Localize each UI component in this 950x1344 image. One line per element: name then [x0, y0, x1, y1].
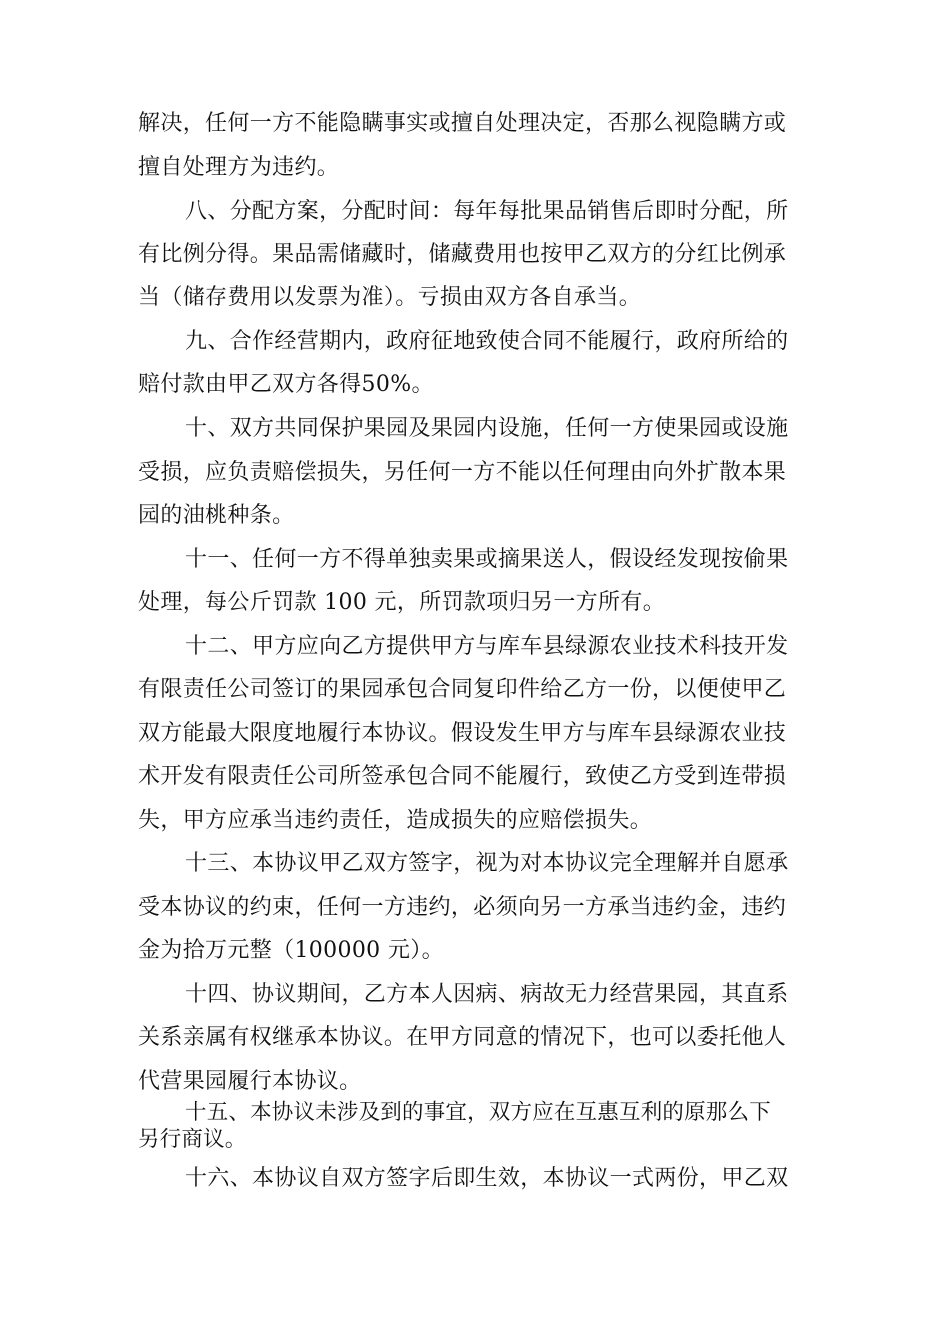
text-line: 当（储存费用以发票为准）。亏损由双方各自承当。	[138, 285, 642, 310]
text-line: 十一、任何一方不得单独卖果或摘果送人，假设经发现按偷果	[185, 547, 789, 572]
text-line: 受损，应负责赔偿损失，另任何一方不能以任何理由向外扩散本果	[138, 460, 787, 485]
text-line: 处理，每公斤罚款 100 元，所罚款项归另一方所有。	[138, 590, 666, 615]
text-line: 八、分配方案，分配时间：每年每批果品销售后即时分配，所	[185, 199, 789, 224]
text-line: 有比例分得。果品需储藏时，储藏费用也按甲乙双方的分红比例承	[138, 242, 787, 267]
text-line: 十、双方共同保护果园及果园内设施，任何一方使果园或设施	[185, 416, 789, 441]
text-line: 九、合作经营期内，政府征地致使合同不能履行，政府所给的	[185, 329, 789, 354]
text-line: 十六、本协议自双方签字后即生效，本协议一式两份，甲乙双	[185, 1166, 789, 1191]
text-line: 十二、甲方应向乙方提供甲方与库车县绿源农业技术科技开发	[185, 634, 789, 659]
text-line: 有限责任公司签订的果园承包合同复印件给乙方一份，以便使甲乙	[138, 677, 787, 702]
text-line: 失，甲方应承当违约责任，造成损失的应赔偿损失。	[138, 808, 653, 833]
text-line: 十四、协议期间，乙方本人因病、病故无力经营果园，其直系	[185, 982, 789, 1007]
text-line: 解决，任何一方不能隐瞒事实或擅自处理决定，否那么视隐瞒方或	[138, 111, 787, 136]
text-line: 赔付款由甲乙双方各得50%。	[138, 372, 434, 397]
text-line: 擅自处理方为违约。	[138, 155, 340, 180]
text-line: 受本协议的约束，任何一方违约，必须向另一方承当违约金，违约	[138, 895, 787, 920]
text-line: 园的油桃种条。	[138, 503, 295, 528]
text-line: 代营果园履行本协议。	[138, 1069, 362, 1094]
text-line: 十五、本协议未涉及到的事宜，双方应在互惠互利的原那么下	[185, 1100, 771, 1125]
text-line: 金为拾万元整（100000 元）。	[138, 938, 444, 963]
text-line: 关系亲属有权继承本协议。在甲方同意的情况下，也可以委托他人	[138, 1025, 787, 1050]
text-line: 双方能最大限度地履行本协议。假设发生甲方与库车县绿源农业技	[138, 721, 787, 746]
text-line: 十三、本协议甲乙双方签字，视为对本协议完全理解并自愿承	[185, 851, 789, 876]
text-line: 术开发有限责任公司所签承包合同不能履行，致使乙方受到连带损	[138, 764, 787, 789]
text-line: 另行商议。	[138, 1127, 247, 1152]
